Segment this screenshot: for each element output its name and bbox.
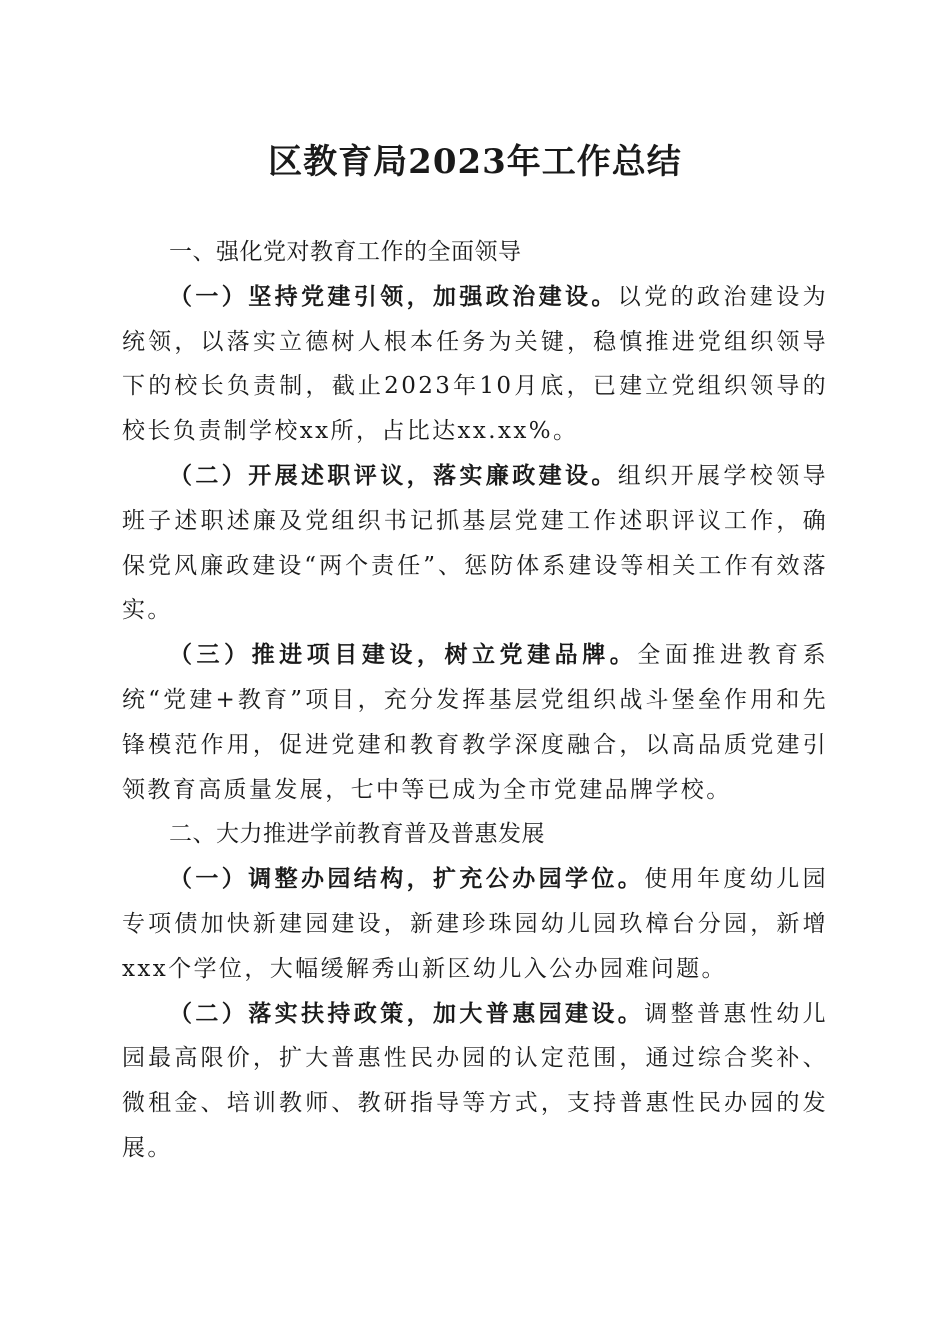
paragraph	[122, 275, 828, 454]
paragraph-text: 以党的政治建设为统领，以落实立德树人根本任务为关键，稳慎推进党组织领导下的校长负责制，截止2023年10月底，已建立党组织领导的校长负责制学校xx所，占比达xx.xx%。	[122, 283, 828, 445]
paragraph	[122, 857, 828, 991]
section-preschool-education	[122, 812, 828, 1170]
document-title: 区教育局2023年工作总结	[268, 142, 682, 182]
section-heading: 一、强化党对教育工作的全面领导	[169, 239, 522, 265]
paragraph-text: 组织开展学校领导班子述职述廉及党组织书记抓基层党建工作述职评议工作，确保党风廉政建设“两个责任”、惩防体系建设等相关工作有效落实。	[122, 462, 828, 624]
paragraph	[122, 454, 828, 633]
paragraph	[122, 992, 828, 1171]
paragraph-text: 全面推进教育系统“党建+教育”项目，充分发挥基层党组织战斗堡垒作用和先锋模范作用，促进党建和教育教学深度融合，以高品质党建引领教育高质量发展，七中等已成为全市党建品牌学校。	[122, 642, 828, 803]
section-party-leadership	[122, 230, 828, 812]
paragraph-text: 使用年度幼儿园专项债加快新建园建设，新建珍珠园幼儿园玖樟台分园，新增xxx个学位，大幅缓解秀山新区幼儿入公办园难问题。	[122, 866, 828, 982]
paragraph	[122, 633, 828, 812]
paragraph-lead: （二）开展述职评议，落实廉政建设。	[169, 461, 618, 489]
section-heading: 二、大力推进学前教育普及普惠发展	[169, 821, 545, 848]
paragraph-lead: （二）落实扶持政策，加大普惠园建设。	[169, 999, 645, 1027]
document-body	[122, 230, 828, 1171]
paragraph-lead: （一）调整办园结构，扩充公办园学位。	[169, 865, 645, 893]
paragraph-text: 调整普惠性幼儿园最高限价，扩大普惠性民办园的认定范围，通过综合奖补、微租金、培训教师、教研指导等方式，支持普惠性民办园的发展。	[122, 1000, 828, 1161]
paragraph-lead: （一）坚持党建引领，加强政治建设。	[169, 282, 618, 310]
paragraph-lead: （三）推进项目建设，树立党建品牌。	[169, 641, 638, 669]
